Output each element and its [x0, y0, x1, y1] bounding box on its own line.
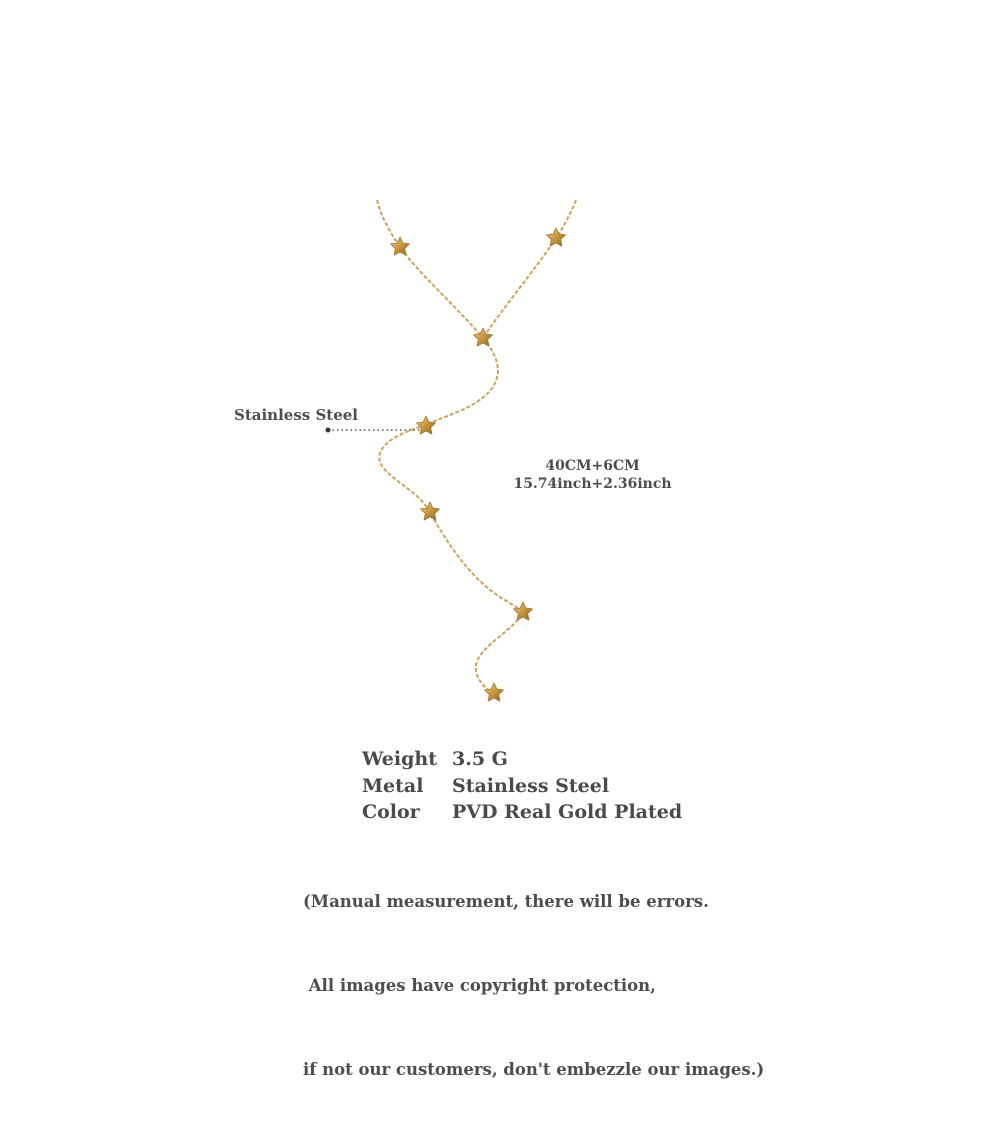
note-line: All images have copyright protection,	[303, 976, 656, 995]
spec-row-weight	[362, 746, 682, 773]
spec-key: Metal	[362, 774, 424, 797]
star-charm-7	[485, 683, 504, 701]
star-charm-2	[547, 228, 566, 246]
chain-right-strand	[483, 200, 576, 338]
spec-key: Color	[362, 801, 420, 823]
chain-drop	[379, 338, 522, 693]
spec-key: Weight	[362, 748, 437, 770]
note-line: if not our customers, don't embezzle our images.)	[303, 1060, 765, 1079]
length-info	[500, 457, 685, 493]
spec-value: Stainless Steel	[452, 774, 610, 797]
star-charm-5	[421, 502, 440, 520]
star-charm-4	[417, 416, 436, 434]
length-cm: 40CM+6CM	[545, 458, 640, 474]
spec-value: PVD Real Gold Plated	[452, 801, 683, 823]
spec-value: 3.5 G	[452, 748, 508, 770]
spec-row-metal	[362, 773, 682, 800]
length-inch: 15.74inch+2.36inch	[513, 476, 672, 492]
chain-left-strand	[377, 200, 483, 338]
star-charm-6	[514, 602, 533, 620]
disclaimer-notes	[303, 832, 764, 1140]
note-line: (Manual measurement, there will be errors.	[303, 892, 709, 911]
star-charm-1	[391, 237, 410, 255]
callout-dot	[326, 428, 331, 433]
spec-row-color	[362, 799, 682, 826]
material-callout-label: Stainless Steel	[234, 406, 358, 424]
spec-table	[362, 746, 682, 826]
